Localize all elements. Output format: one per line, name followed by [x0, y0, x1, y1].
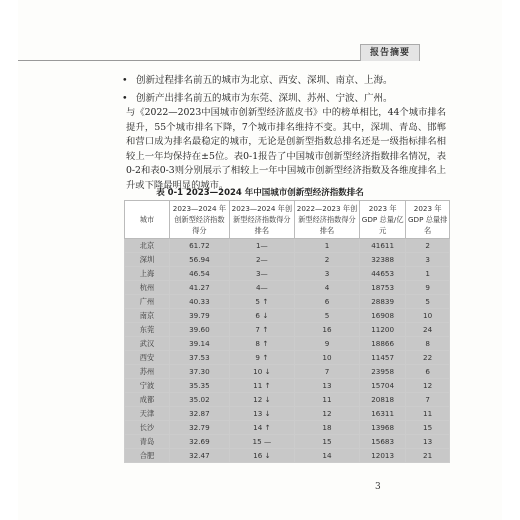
cell-city: 长沙: [125, 421, 170, 435]
cell-rank: 6 ↓: [229, 309, 294, 323]
cell-gdp: 11200: [360, 323, 406, 337]
table-row: [125, 309, 450, 323]
cell-city: 西安: [125, 351, 170, 365]
col-header-city: 城市: [125, 201, 170, 239]
cell-score: 41.27: [170, 281, 230, 295]
cell-city: 东莞: [125, 323, 170, 337]
cell-rank: 14 ↑: [229, 421, 294, 435]
cell-city: 苏州: [125, 365, 170, 379]
cell-score: 56.94: [170, 253, 230, 267]
cell-rank: 3—: [229, 267, 294, 281]
cell-score: 39.14: [170, 337, 230, 351]
cell-prev-rank: 2: [294, 253, 359, 267]
cell-rank: 8 ↑: [229, 337, 294, 351]
running-header: [18, 42, 502, 62]
cell-prev-rank: 9: [294, 337, 359, 351]
cell-score: 32.69: [170, 435, 230, 449]
cell-score: 46.54: [170, 267, 230, 281]
col-header-gdp: 2023 年 GDP 总量/亿元: [360, 201, 406, 239]
cell-rank: 15 —: [229, 435, 294, 449]
cell-gdp: 16311: [360, 407, 406, 421]
cell-gdp: 28839: [360, 295, 406, 309]
table-row: [125, 407, 450, 421]
col-header-score: 2023—2024 年创新型经济指数得分: [170, 201, 230, 239]
table-row: [125, 421, 450, 435]
table-row: [125, 295, 450, 309]
cell-gdp-rank: 22: [406, 351, 450, 365]
table-row: [125, 351, 450, 365]
cell-gdp-rank: 12: [406, 379, 450, 393]
cell-rank: 7 ↑: [229, 323, 294, 337]
cell-score: 37.53: [170, 351, 230, 365]
table-row: [125, 337, 450, 351]
cell-city: 深圳: [125, 253, 170, 267]
cell-city: 北京: [125, 239, 170, 253]
cell-gdp-rank: 5: [406, 295, 450, 309]
cell-gdp: 12013: [360, 449, 406, 463]
cell-rank: 1—: [229, 239, 294, 253]
cell-rank: 12 ↓: [229, 393, 294, 407]
bullet-text: 创新过程排名前五的城市为北京、西安、深圳、南京、上海。: [136, 75, 393, 86]
cell-prev-rank: 12: [294, 407, 359, 421]
col-header-rank: 2023—2024 年创新型经济指数得分排名: [229, 201, 294, 239]
page-number: 3: [375, 482, 381, 492]
table-row: [125, 253, 450, 267]
cell-score: 35.35: [170, 379, 230, 393]
cell-rank: 2—: [229, 253, 294, 267]
ranking-table: [124, 200, 450, 463]
cell-prev-rank: 15: [294, 435, 359, 449]
cell-prev-rank: 5: [294, 309, 359, 323]
cell-gdp: 11457: [360, 351, 406, 365]
cell-prev-rank: 18: [294, 421, 359, 435]
cell-prev-rank: 13: [294, 379, 359, 393]
cell-score: 37.30: [170, 365, 230, 379]
cell-rank: 10 ↓: [229, 365, 294, 379]
cell-score: 61.72: [170, 239, 230, 253]
cell-gdp: 15683: [360, 435, 406, 449]
cell-gdp: 13968: [360, 421, 406, 435]
table-row: [125, 449, 450, 463]
cell-gdp: 16908: [360, 309, 406, 323]
cell-gdp-rank: 6: [406, 365, 450, 379]
cell-gdp: 44653: [360, 267, 406, 281]
col-header-gdp-rank: 2023 年 GDP 总量排名: [406, 201, 450, 239]
table-row: [125, 379, 450, 393]
table-row: [125, 435, 450, 449]
table-header-row: [125, 201, 450, 239]
cell-score: 32.47: [170, 449, 230, 463]
cell-score: 39.79: [170, 309, 230, 323]
cell-rank: 9 ↑: [229, 351, 294, 365]
cell-gdp-rank: 3: [406, 253, 450, 267]
cell-city: 上海: [125, 267, 170, 281]
cell-rank: 4—: [229, 281, 294, 295]
bullet-dot-icon: •: [122, 93, 128, 104]
cell-city: 宁波: [125, 379, 170, 393]
cell-score: 39.60: [170, 323, 230, 337]
cell-score: 40.33: [170, 295, 230, 309]
bullet-text: 创新产出排名前五的城市为东莞、深圳、苏州、宁波、广州。: [136, 93, 393, 104]
table-row: [125, 323, 450, 337]
cell-gdp: 23958: [360, 365, 406, 379]
cell-rank: 13 ↓: [229, 407, 294, 421]
cell-score: 32.79: [170, 421, 230, 435]
cell-gdp-rank: 7: [406, 393, 450, 407]
table-title: 表 0-1 2023—2024 年中国城市创新型经济指数排名: [156, 188, 364, 198]
cell-gdp: 15704: [360, 379, 406, 393]
cell-prev-rank: 14: [294, 449, 359, 463]
cell-prev-rank: 7: [294, 365, 359, 379]
cell-gdp-rank: 11: [406, 407, 450, 421]
table-row: [125, 267, 450, 281]
cell-prev-rank: 4: [294, 281, 359, 295]
cell-city: 广州: [125, 295, 170, 309]
cell-rank: 11 ↑: [229, 379, 294, 393]
table-row: [125, 365, 450, 379]
cell-gdp: 32388: [360, 253, 406, 267]
cell-prev-rank: 11: [294, 393, 359, 407]
cell-score: 32.87: [170, 407, 230, 421]
cell-gdp-rank: 21: [406, 449, 450, 463]
cell-rank: 16 ↓: [229, 449, 294, 463]
cell-city: 青岛: [125, 435, 170, 449]
cell-prev-rank: 1: [294, 239, 359, 253]
cell-city: 天津: [125, 407, 170, 421]
col-header-prev-rank: 2022—2023 年创新型经济指数得分排名: [294, 201, 359, 239]
cell-gdp-rank: 15: [406, 421, 450, 435]
cell-gdp-rank: 1: [406, 267, 450, 281]
bullet-list: [122, 72, 442, 108]
cell-rank: 5 ↑: [229, 295, 294, 309]
cell-gdp-rank: 13: [406, 435, 450, 449]
bullet-dot-icon: •: [122, 75, 128, 86]
cell-prev-rank: 10: [294, 351, 359, 365]
book-page: [18, 0, 502, 520]
cell-prev-rank: 16: [294, 323, 359, 337]
cell-gdp-rank: 2: [406, 239, 450, 253]
cell-prev-rank: 3: [294, 267, 359, 281]
cell-gdp-rank: 24: [406, 323, 450, 337]
table-row: [125, 281, 450, 295]
cell-gdp-rank: 8: [406, 337, 450, 351]
cell-gdp-rank: 10: [406, 309, 450, 323]
table-row: [125, 239, 450, 253]
section-label: 报告摘要: [360, 44, 420, 61]
cell-gdp: 18753: [360, 281, 406, 295]
cell-city: 南京: [125, 309, 170, 323]
bullet-item: [122, 72, 442, 90]
cell-city: 成都: [125, 393, 170, 407]
body-paragraph: 与《2022—2023中国城市创新型经济蓝皮书》中的榜单相比，44个城市排名提升，55个城市排名下降，7个城市排名维持不变。其中，深圳、青岛、邯郸和营口成为排名最稳定的城市，无论是创新型指数总排名还是一级指标排名相较上一年均保持在±5位。表0-1报告了中国城市创新型经济指数排名情况，表0-2和表0-3则分别展示了相较上一年中国城市创新型经济指数及各维度排名上升或下降最明显的城市。: [126, 107, 446, 191]
cell-gdp: 20818: [360, 393, 406, 407]
cell-gdp: 18866: [360, 337, 406, 351]
table-row: [125, 393, 450, 407]
cell-city: 合肥: [125, 449, 170, 463]
header-rule: [18, 60, 368, 61]
cell-score: 35.02: [170, 393, 230, 407]
cell-city: 杭州: [125, 281, 170, 295]
cell-gdp-rank: 9: [406, 281, 450, 295]
cell-prev-rank: 6: [294, 295, 359, 309]
cell-city: 武汉: [125, 337, 170, 351]
cell-gdp: 41611: [360, 239, 406, 253]
